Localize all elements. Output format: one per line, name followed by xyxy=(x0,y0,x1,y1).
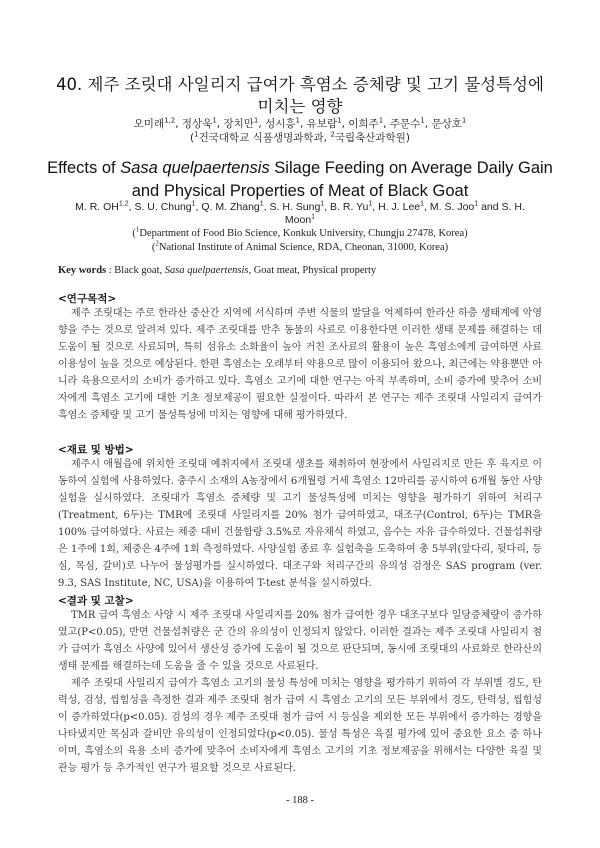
author-affiliation-sup: 1 xyxy=(191,200,196,208)
affiliation-text: 건국대학교 식품생명과학과, xyxy=(198,132,331,144)
author-affiliation-sup: 1 xyxy=(320,200,325,208)
author-separator: , xyxy=(299,118,307,130)
paragraph: 제주 조릿대 사일리지 급여가 흑염소 고기의 물성 특성에 미치는 영향을 평가하기 위하여 각 부위별 경도, 탄력성, 검성, 씹힘성을 측정한 결과 제주 조릿대 첨가 급여 시 흑염소 고기의 모든 부위에서 경도, 탄력성, 씹힘성이 증가하였다(p<0.05). 검성의 경우 제주 조릿대 첨가 급여 시 등심을 제외한 모든 부위에서 증가하는 경향을 나타냈지만 목심과 갈비만 유의성이 인정되었다(p<0.05). 물성 특성은 육질 평가에 있어 중요한 요소 중 하나이며, 흑염소의 육용 소비 증가에 맞추어 소비자에게 흑염소 고기의 기초 정보제공을 위해서는 다양한 육질 및 관능 평가 등 추가적인 연구가 필요할 것으로 사료된다. xyxy=(58,678,542,774)
korean-title-line2: 미치는 영향 xyxy=(257,97,343,116)
paragraph: 제주 조릿대는 주로 한라산 중산간 지역에 서식하며 주변 식물의 발달을 억제하여 한라산 하층 생태계에 악영향을 주는 것으로 알려져 있다. 제주 조릿대를 반추 동물의 사료로 이용한다면 이러한 생태 문제를 해결하는 데 도움이 될 것으로 사료되며, 특히 섬유소 소화율이 높아 거친 조사료의 활용이 높은 흑염소에게 급여하면 사료 이용성이 높을 것으로 예상된다. 한편 흑염소는 오래부터 약용으로 많이 이용되어 왔으나, 최근에는 약용뿐만 아니라 육용으로서의 소비가 증가하고 있다. 흑염소 고기에 대한 연구는 아직 부족하며, 소비 증가에 맞추어 소비자에게 흑염소 고기에 대한 기초 정보제공이 필요한 실정이다. 따라서 본 연구는 제주 조릿대 사일리지 급여가 흑염소 증체량 및 고기 물성특성에 미치는 영향에 대해 평가하였다. xyxy=(58,308,542,421)
author-affiliation-sup: 1 xyxy=(420,200,425,208)
author-separator: , xyxy=(324,201,331,213)
english-author-list xyxy=(60,201,540,227)
author-name: 이희주 xyxy=(348,118,379,130)
author-separator: , xyxy=(263,201,270,213)
author-name: 문상호 xyxy=(431,118,462,130)
author-affiliation-sup: 1 xyxy=(295,116,300,125)
paragraph: 제주시 애월읍에 위치한 조릿대 예취지에서 조릿대 생초를 채취하여 현장에서 사일리지로 만든 후 육지로 이동하여 실험에 사용하였다. 충주시 소재의 A농장에서 6개월령 거세 흑염소 12마리를 공시하여 6개월 동안 사양실험을 실시하였다. 조릿대가 흑염소 증체량 및 고기 물성특성에 미치는 영향을 평가하기 위하여 처리구(Treatment, 6두)는 TMR에 조릿대 사일리지를 20% 첨가 급여하였고, 대조구(Control, 6두)는 TMR을 100% 급여하였다. 사료는 체중 대비 건물함량 3.5%로 자유채식 하였고, 음수는 자유 급수하였다. 건물섭취량은 1주에 1회, 체중은 4주에 1회 측정하였다. 사양실험 종료 후 실험축을 도축하여 총 5부위(앞다리, 뒷다리, 등심, 목심, 갈비)로 나누어 물성평가를 실시하였다. 대조구와 처리구간의 유의성 검정은 SAS program (ver. 9.3, SAS Institute, NC, USA)을 이용하여 T-test 분석을 실시하였다. xyxy=(58,459,542,589)
english-affiliation xyxy=(40,227,560,254)
english-affiliation-line1: ($^1$Department of Food Bio Science, Konkuk University, Chungju 27478, Korea) xyxy=(132,225,468,239)
author-affiliation-sup: 1 xyxy=(311,213,316,221)
author-separator: , xyxy=(216,118,224,130)
author-affiliation-sup: 1 xyxy=(212,116,217,125)
author-name: M. R. OH xyxy=(75,201,119,213)
author-name: 유보람 xyxy=(306,118,338,130)
section-body-purpose xyxy=(58,305,542,424)
korean-title xyxy=(40,74,560,118)
author-affiliation-sup: 1 xyxy=(461,116,467,125)
author-name: 오미래 xyxy=(133,118,165,130)
author-separator: , xyxy=(128,201,135,213)
author-name: S. H. Sung xyxy=(269,201,321,213)
author-name: S. U. Chung xyxy=(134,201,192,213)
author-affiliation-sup: 1 xyxy=(253,116,259,125)
section-body-results xyxy=(58,607,542,777)
author-affiliation-sup: 1,2 xyxy=(118,200,129,208)
korean-author-list xyxy=(40,117,560,132)
section-body-methods xyxy=(58,456,542,592)
author-separator: , xyxy=(258,118,266,130)
author-separator: , xyxy=(195,201,202,213)
korean-title-line1: 40. 제주 조릿대 사일리지 급여가 흑염소 증체량 및 고기 물성특성에 xyxy=(56,75,544,94)
section-heading-methods: <재료 및 방법> xyxy=(58,444,134,456)
author-name: 정상욱 xyxy=(181,118,213,130)
paragraph: TMR 급여 흑염소 사양 시 제주 조릿대 사일리지를 20% 첨가 급여한 경우 대조구보다 일당증체량이 증가하였고(P<0.05), 반면 건물섭취량은 군 간의 유의성이 인정되지 않았다. 이러한 결과는 제주 조릿대 사일리지 첨가 급여가 흑염소 사양에 있어서 생산성 증가에 도움이 될 것으로 판단되며, 동시에 조릿대의 사료화로 한라산의 생태 문제를 해결하는데 도움을 줄 수 있을 것으로 사료된다. xyxy=(58,610,542,672)
affiliation-sup: 1 xyxy=(194,130,199,139)
author-separator: , xyxy=(175,118,182,130)
paren-close: ) xyxy=(405,132,410,144)
author-separator: , xyxy=(424,118,432,130)
english-affiliation-line2: ($^2$National Institute of Animal Science, RDA, Cheonan, 31000, Korea) xyxy=(151,239,449,253)
author-name: B. R. Yu xyxy=(330,201,369,213)
korean-affiliation xyxy=(40,131,560,146)
author-affiliation-sup: 1 xyxy=(368,200,373,208)
author-name: 장치만 xyxy=(223,118,254,130)
author-name: 성시흥 xyxy=(265,118,296,130)
paren-open: ( xyxy=(190,132,195,144)
author-separator: , xyxy=(372,201,379,213)
english-title xyxy=(40,157,560,203)
section-heading-purpose: <연구목적> xyxy=(58,293,117,305)
author-separator: , xyxy=(383,118,390,130)
author-name: M. S. Joo xyxy=(429,201,475,213)
author-separator: , xyxy=(424,201,430,213)
author-name: H. J. Lee xyxy=(378,201,421,213)
author-separator: , xyxy=(341,118,349,130)
author-affiliation-sup: 1 xyxy=(378,116,384,125)
english-title-line1: Effects of Sasa quelpaertensis Silage Feeding on Average Daily Gain xyxy=(47,159,553,177)
author-affiliation-sup: 1 xyxy=(420,116,425,125)
keywords-label: Key words xyxy=(58,265,107,276)
keywords: Key words : Black goat, Sasa quelpaertensis, Goat meat, Physical property xyxy=(58,265,377,276)
affiliation-text: 국립축산과학원 xyxy=(334,132,406,144)
english-title-line2: and Physical Properties of Meat of Black Goat xyxy=(131,182,469,200)
affiliation-sup: 2 xyxy=(330,130,335,139)
section-heading-results: <결과 및 고찰> xyxy=(58,595,134,607)
author-affiliation-sup: 1 xyxy=(259,200,264,208)
author-name: Q. M. Zhang xyxy=(201,201,260,213)
author-name: 주문수 xyxy=(389,118,421,130)
author-name: and S. H. Moon xyxy=(284,201,525,226)
page-number: - 188 - xyxy=(286,795,314,806)
author-affiliation-sup: 1 xyxy=(474,200,479,208)
author-affiliation-sup: 1 xyxy=(337,116,342,125)
species-name: Sasa quelpaertensis xyxy=(120,159,270,177)
author-affiliation-sup: 1,2 xyxy=(164,116,176,125)
